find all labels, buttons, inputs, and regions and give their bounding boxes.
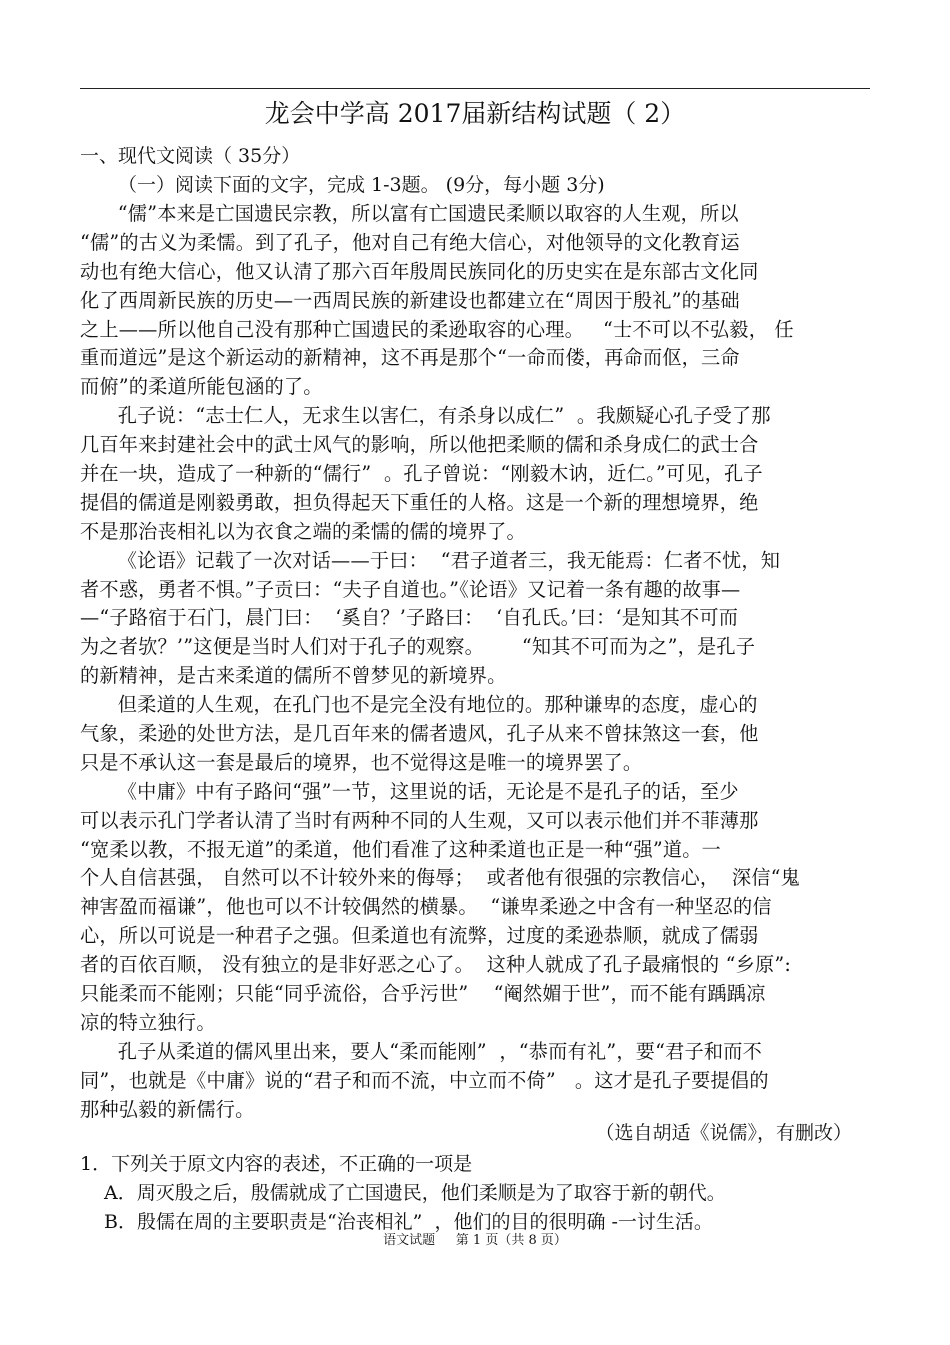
passage-line: 孔子说：“志士仁人，无求生以害仁，有杀身以成仁” 。我颇疑心孔子受了那 [80, 404, 771, 428]
passage-line: 可以表示孔门学者认清了当时有两种不同的人生观，又可以表示他们并不菲薄那 [80, 808, 759, 832]
header-rule [80, 88, 870, 89]
passage-line: 《论语》记载了一次对话——于曰： “君子道者三，我无能焉：仁者不忧，知 [80, 548, 781, 572]
page-footer: 语文试题 第 1 页（共 8 页） [383, 1233, 567, 1248]
passage-line: 为之者欤？’”这便是当时人们对于孔子的观察。 “知其不可而为之”，是孔子 [80, 635, 756, 659]
passage-line: 的新精神，是古来柔道的儒所不曾梦见的新境界。 [80, 664, 507, 688]
section-subheading: （一）阅读下面的文字，完成 1-3题。 (9分，每小题 3分) [118, 174, 605, 196]
passage-line: 孔子从柔道的儒风里出来，要人“柔而能刚” ，“恭而有礼”，要“君子和而不 [80, 1039, 763, 1063]
question-stem: 1．下列关于原文内容的表述，不正确的一项是 [80, 1153, 473, 1175]
option-a: A．周灭殷之后，殷儒就成了亡国遗民，他们柔顺是为了取容于新的朝代。 [104, 1182, 726, 1204]
passage-line: 个人自信甚强， 自然可以不计较外来的侮辱； 或者他有很强的宗教信心， 深信“鬼 [80, 866, 801, 890]
passage-line: “儒”本来是亡国遗民宗教，所以富有亡国遗民柔顺以取容的人生观，所以 [80, 202, 739, 225]
page-title: 龙会中学高 2017届新结构试题（ 2） [264, 99, 686, 128]
passage-line: 并在一块，造成了一种新的“儒行” 。孔子曾说：“刚毅木讷，近仁。”可见，孔子 [80, 462, 763, 486]
passage-line: 提倡的儒道是刚毅勇敢，担负得起天下重任的人格。这是一个新的理想境界，绝 [80, 490, 759, 514]
passage-line: 者的百依百顺， 没有独立的是非好恶之心了。 这种人就成了孔子最痛恨的 “乡原”: [80, 953, 792, 977]
passage [80, 200, 870, 1125]
passage-line: 气象，柔逊的处世方法，是几百年来的儒者遗风，孔子从来不曾抹煞这一套，他 [80, 722, 759, 746]
option-b: B．殷儒在周的主要职责是“治丧相礼” ，他们的目的很明确 -一讨生活。 [104, 1211, 713, 1233]
passage-line: “宽柔以教，不报无道”的柔道，他们看准了这种柔道也正是一种“强”道。一 [80, 837, 722, 861]
passage-line: 同”，也就是《中庸》说的“君子和而不流，中立而不倚” 。这才是孔子要提倡的 [80, 1068, 769, 1092]
passage-line: 者不惑，勇者不惧。”子贡曰：“夫子自道也。”《论语》又记着一条有趣的故事— [80, 577, 741, 601]
passage-line: 之上——所以他自己没有那种亡国遗民的柔逊取容的心理。 “士不可以不弘毅， 任 [80, 317, 794, 341]
passage-line: 心，所以可说是一种君子之强。但柔道也有流弊，过度的柔逊恭顺，就成了儒弱 [80, 924, 759, 948]
passage-line: 但柔道的人生观，在孔门也不是完全没有地位的。那种谦卑的态度，虚心的 [80, 693, 758, 717]
passage-line: 只是不承认这一套是最后的境界，也不觉得这是唯一的境界罢了。 [80, 750, 643, 774]
question-1 [80, 1150, 870, 1237]
passage-line: 化了西周新民族的历史—一西周民族的新建设也都建立在“周因于殷礼”的基础 [80, 288, 740, 312]
passage-line: 而俯”的柔道所能包涵的了。 [80, 375, 323, 399]
passage-line: 几百年来封建社会中的武士风气的影响，所以他把柔顺的儒和杀身成仁的武士合 [80, 433, 759, 457]
passage-line: —“子路宿于石门，晨门曰： ‘奚自？’子路曰： ‘自孔氏。’曰：‘是知其不可而 [80, 606, 739, 630]
passage-line: 《中庸》中有子路问“强”一节，这里说的话，无论是不是孔子的话，至少 [80, 779, 739, 803]
passage-line: 重而道远”是这个新运动的新精神，这不再是那个“一命而偻，再命而伛，三命 [80, 346, 740, 370]
passage-line: 动也有绝大信心，他又认清了那六百年殷周民族同化的历史实在是东部古文化同 [80, 259, 759, 283]
passage-line: 只能柔而不能刚；只能“同乎流俗，合乎污世” “阉然媚于世”，而不能有踽踽凉 [80, 982, 766, 1006]
passage-line: 神害盈而福谦”，他也可以不计较偶然的横暴。 “谦卑柔逊之中含有一种坚忍的信 [80, 895, 772, 919]
section-heading: 一、现代文阅读（ 35分） [80, 145, 301, 167]
passage-line: 凉的特立独行。 [80, 1010, 216, 1034]
passage-line: 不是那治丧相礼以为衣食之端的柔懦的儒的境界了。 [80, 519, 526, 543]
passage-line: “儒”的古义为柔懦。到了孔子，他对自己有绝大信心，对他领导的文化教育运 [80, 230, 740, 254]
passage-source: （选自胡适《说儒》，有删改） [595, 1122, 852, 1144]
passage-line: 那种弘毅的新儒行。 [80, 1097, 255, 1121]
